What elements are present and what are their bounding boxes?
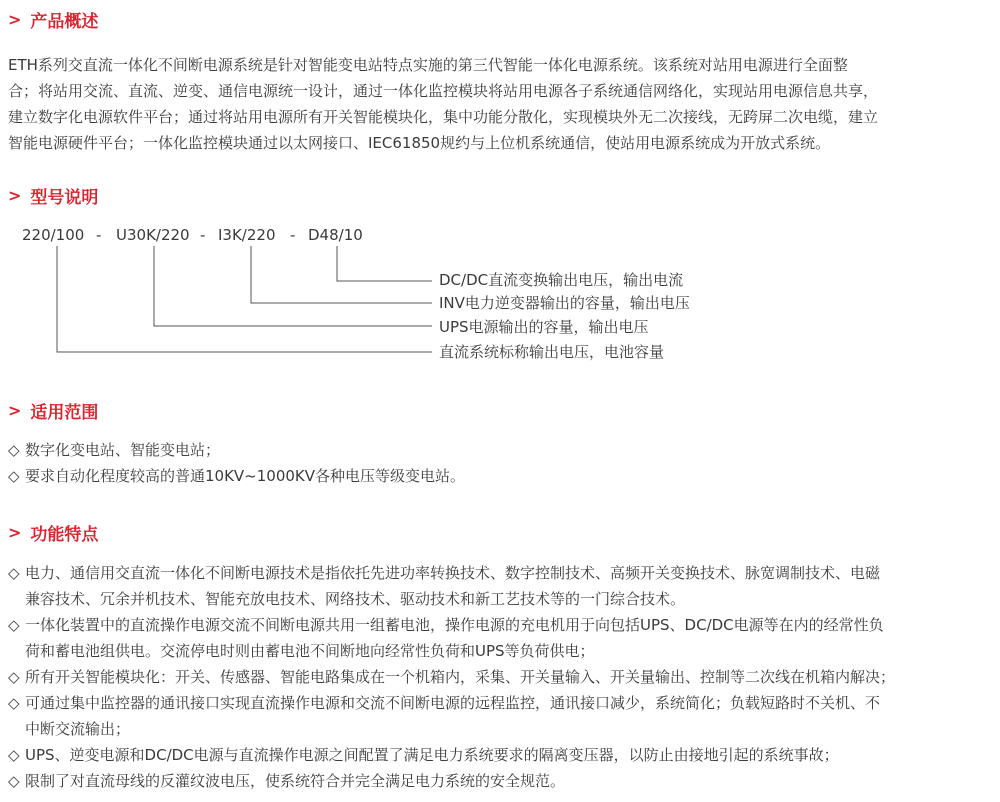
feature-text: 所有开关智能模块化：开关、传感器、智能电路集成在一个机箱内，采集、开关量输入、开关量输出、控制等二次线在机箱内解决； — [25, 668, 896, 686]
section-title-features — [8, 517, 98, 547]
list-item — [8, 664, 996, 690]
diamond-bullet-icon: ◇ — [8, 694, 20, 712]
model-code-ups: U30K/220 — [116, 226, 190, 244]
model-code-dcdc: D48/10 — [308, 226, 363, 244]
diamond-bullet-icon: ◇ — [8, 467, 20, 485]
connector-line-dcsys — [57, 246, 432, 352]
diamond-bullet-icon: ◇ — [8, 441, 20, 459]
feature-text: 一体化装置中的直流操作电源交流不间断电源共用一组蓄电池，操作电源的充电机用于向包括UPS、DC/DC电源等在内的经常性负 — [25, 616, 884, 634]
diamond-bullet-icon: ◇ — [8, 616, 20, 634]
feature-text: 可通过集中监控器的通讯接口实现直流操作电源和交流不间断电源的远程监控，通讯接口减少，系统简化；负载短路时不关机、不 — [25, 694, 881, 712]
list-item — [8, 690, 996, 716]
feature-text: 电力、通信用交直流一体化不间断电源技术是指依托先进功率转换技术、数字控制技术、高频开关变换技术、脉宽调制技术、电磁 — [25, 564, 881, 582]
list-item — [8, 612, 996, 638]
model-separator: - — [200, 226, 206, 244]
scope-title: 适用范围 — [30, 402, 99, 423]
overview-paragraph — [8, 52, 992, 156]
model-desc-dc-system: 直流系统标称输出电压，电池容量 — [439, 343, 665, 361]
overview-line: ETH系列交直流一体化不间断电源系统是针对智能变电站特点实施的第三代智能一体化电源系统。该系统对站用电源进行全面整 — [8, 56, 848, 74]
section-title-scope — [8, 395, 98, 425]
diamond-bullet-icon: ◇ — [8, 668, 20, 686]
diamond-bullet-icon: ◇ — [8, 746, 20, 764]
list-item — [8, 742, 996, 768]
features-list — [8, 560, 996, 794]
model-code-dc-system: 220/100 — [22, 226, 85, 244]
chevron-right-icon: > — [8, 400, 22, 420]
overview-title: 产品概述 — [30, 11, 99, 32]
model-separator: - — [96, 226, 102, 244]
diamond-bullet-icon: ◇ — [8, 564, 20, 582]
scope-list — [8, 437, 996, 489]
features-title: 功能特点 — [30, 524, 99, 545]
model-code-inv: I3K/220 — [218, 226, 276, 244]
feature-text: 限制了对直流母线的反灌纹波电压，使系统符合并完全满足电力系统的安全规范。 — [25, 772, 566, 790]
list-item — [8, 768, 996, 794]
feature-text: 兼容技术、冗余并机技术、智能充放电技术、网络技术、驱动技术和新工艺技术等的一门综合技术。 — [25, 590, 686, 608]
connector-line-dc — [337, 246, 432, 281]
model-desc-dcdc: DC/DC直流变换输出电压，输出电流 — [439, 271, 684, 289]
list-item-continuation — [8, 638, 996, 664]
connector-line-ups — [154, 246, 432, 326]
chevron-right-icon: > — [8, 9, 22, 29]
chevron-right-icon: > — [8, 185, 22, 205]
feature-text: UPS、逆变电源和DC/DC电源与直流操作电源之间配置了满足电力系统要求的隔离变压器，以防止由接地引起的系统事故； — [25, 746, 839, 764]
chevron-right-icon: > — [8, 522, 22, 542]
connector-line-inv — [251, 246, 432, 303]
feature-text: 荷和蓄电池组供电。交流停电时则由蓄电池不间断地向经常性负荷和UPS等负荷供电； — [25, 642, 595, 660]
model-diagram — [0, 222, 760, 372]
section-title-overview — [8, 4, 98, 34]
feature-text: 中断交流输出； — [25, 720, 131, 738]
list-item — [8, 463, 996, 489]
model-separator: - — [290, 226, 296, 244]
scope-item-text: 数字化变电站、智能变电站； — [25, 441, 221, 459]
list-item-continuation — [8, 586, 996, 612]
diamond-bullet-icon: ◇ — [8, 772, 20, 790]
overview-line: 建立数字化电源软件平台；通过将站用电源所有开关智能模块化，集中功能分散化，实现模块外无二次接线，无跨屏二次电缆，建立 — [8, 108, 879, 126]
overview-line: 智能电源硬件平台；一体化监控模块通过以太网接口、IEC61850规约与上位机系统通信，使站用电源系统成为开放式系统。 — [8, 134, 831, 152]
section-title-model — [8, 180, 98, 210]
model-desc-inv: INV电力逆变器输出的容量，输出电压 — [439, 294, 690, 312]
list-item — [8, 560, 996, 586]
list-item-continuation — [8, 716, 996, 742]
overview-line: 合；将站用交流、直流、逆变、通信电源统一设计，通过一体化监控模块将站用电源各子系统通信网络化，实现站用电源信息共享， — [8, 82, 879, 100]
model-title: 型号说明 — [30, 187, 99, 208]
list-item — [8, 437, 996, 463]
scope-item-text: 要求自动化程度较高的普通10KV~1000KV各种电压等级变电站。 — [25, 467, 466, 485]
model-desc-ups: UPS电源输出的容量，输出电压 — [439, 318, 649, 336]
